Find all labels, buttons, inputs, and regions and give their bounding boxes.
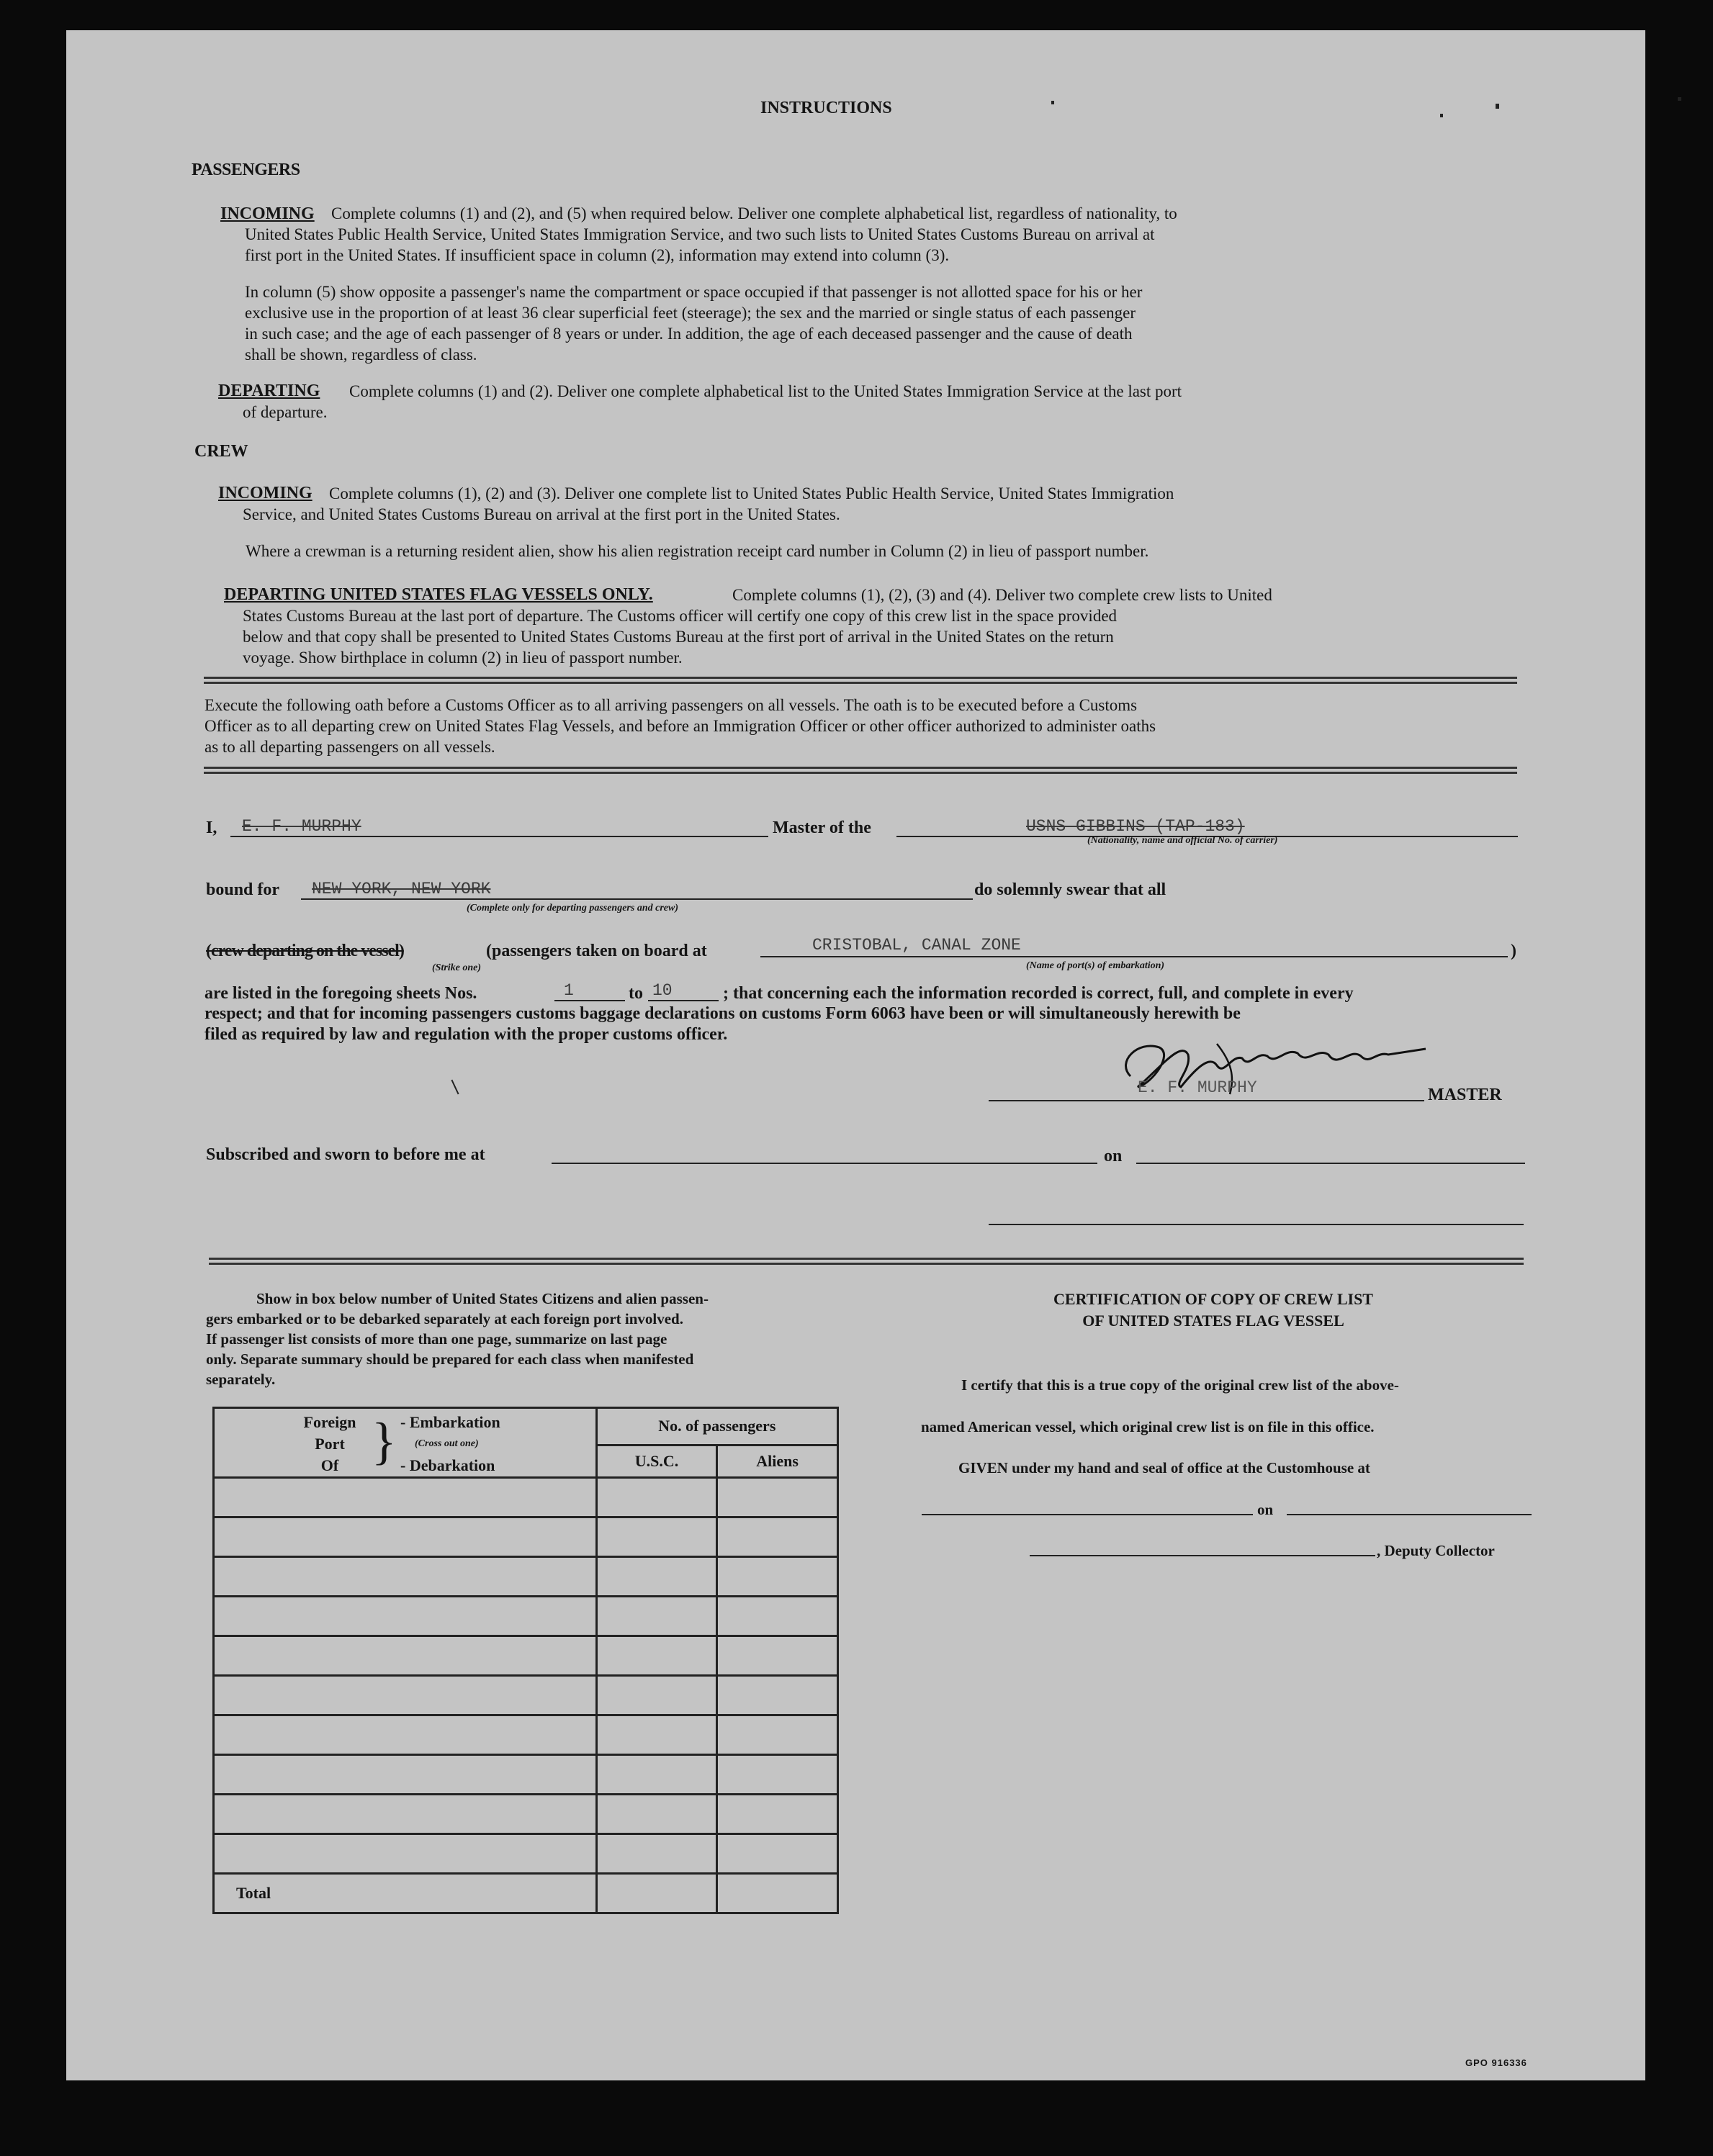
usc-header: U.S.C. (596, 1445, 717, 1477)
bound-caption: (Complete only for departing passengers and crew) (467, 903, 678, 914)
usc-cell[interactable] (596, 1636, 717, 1676)
header-foreign: Foreign (303, 1413, 356, 1431)
usc-cell[interactable] (596, 1715, 717, 1755)
summary-instructions: Show in box below number of United States Citizens and alien passen- gers embarked or to be debarked separately at each foreign port involved. If passenger list consists of more than one page, summarize on last page only. Separate summary should be prepared for each class when manifested separately. (206, 1290, 709, 1388)
aliens-cell[interactable] (717, 1715, 838, 1755)
aliens-cell[interactable] (717, 1755, 838, 1795)
passengers-departing-label: DEPARTING (218, 382, 320, 400)
usc-cell[interactable] (596, 1834, 717, 1874)
aliens-header: Aliens (717, 1445, 838, 1477)
subscribed-label: Subscribed and sworn to before me at (206, 1145, 485, 1164)
bound-for-label: bound for (206, 880, 280, 899)
crew-heading: CREW (194, 442, 248, 461)
separator-3 (209, 1258, 1524, 1265)
oath-continuation: respect; and that for incoming passengers customs baggage declarations on customs Form 6063 have been or will simultaneously herewith be filed as required by law and regulation with the proper customs officer. (204, 1004, 1241, 1044)
oath-i-label: I, (206, 818, 217, 837)
strike-caption: (Strike one) (432, 962, 482, 973)
aliens-cell[interactable] (717, 1597, 838, 1636)
oath-instructions: Execute the following oath before a Customs Officer as to all arriving passengers on all vessels. The oath is to be executed before a Customs Officer as to all departing crew on United States Flag Vessels, and before an Immigration Officer or other officer authorized to administer oaths as to all departing passengers on all vessels. (204, 696, 1156, 756)
certification-title-2: OF UNITED STATES FLAG VESSEL (1082, 1312, 1344, 1330)
aliens-cell[interactable] (717, 1478, 838, 1517)
summary-header-row-1 (214, 1408, 838, 1445)
sheets-to-label: to (629, 984, 643, 1003)
summary-row (214, 1557, 838, 1597)
subscribed-at-line (552, 1163, 1097, 1164)
no-passengers-header: No. of passengers (596, 1408, 837, 1445)
passengers-option: (passengers taken on board at (486, 942, 707, 960)
summary-total-row (214, 1874, 838, 1913)
aliens-cell[interactable] (717, 1557, 838, 1597)
sheet-to-field: 10 (652, 981, 673, 1000)
embarkation-port-field: CRISTOBAL, CANAL ZONE (812, 936, 1021, 955)
vessel-caption: (Nationality, name and official No. of carrier) (1087, 835, 1278, 846)
passengers-incoming-label: INCOMING (220, 204, 315, 223)
master-name-field: E. F. MURPHY (242, 817, 361, 836)
deputy-collector-label: , Deputy Collector (1377, 1542, 1495, 1559)
crew-incoming-label: INCOMING (218, 484, 313, 502)
master-name-line (230, 836, 768, 837)
bound-for-line (301, 898, 973, 900)
usc-cell[interactable] (596, 1597, 717, 1636)
certification-date-line (1287, 1514, 1532, 1515)
port-cell[interactable] (214, 1834, 597, 1874)
total-label: Total (214, 1874, 597, 1913)
port-cell[interactable] (214, 1557, 597, 1597)
crew-resident-text: Where a crewman is a returning resident alien, show his alien registration receipt card number in Column (2) in lieu of passport number. (246, 542, 1149, 560)
vessel-field: USNS GIBBINS (TAP-183) (1026, 817, 1245, 836)
speck (1496, 104, 1499, 109)
usc-cell[interactable] (596, 1755, 717, 1795)
crew-departing-label: DEPARTING UNITED STATES FLAG VESSELS ONLY. (224, 585, 653, 604)
subscribed-extra-line (989, 1224, 1524, 1225)
summary-row (214, 1676, 838, 1715)
header-of: Of (320, 1456, 339, 1474)
usc-cell[interactable] (596, 1557, 717, 1597)
port-cell[interactable] (214, 1755, 597, 1795)
crew-incoming-text: Complete columns (1), (2) and (3). Deliver one complete list to United States Public Health Service, United States Immigration Service, and United States Customs Bureau on arrival at the first port in the United States. (243, 484, 1174, 523)
speck (1440, 114, 1443, 117)
passengers-heading: PASSENGERS (192, 161, 300, 179)
port-caption: (Name of port(s) of embarkation) (1026, 960, 1165, 971)
summary-row (214, 1715, 838, 1755)
summary-row (214, 1755, 838, 1795)
crew-departing-text: Complete columns (1), (2), (3) and (4). Deliver two complete crew lists to United States Customs Bureau at the last port of departure. The Customs officer will certify one copy of this crew list in the space provided below and that copy shall be presented to United States Customs Bureau at the first port of arrival in the United States on the return voyage. Show birthplace in column (2) in lieu of passport number. (243, 586, 1272, 667)
port-cell[interactable] (214, 1676, 597, 1715)
certification-title-1: CERTIFICATION OF COPY OF CREW LIST (1053, 1290, 1373, 1308)
usc-cell[interactable] (596, 1517, 717, 1557)
header-embarkation: - Embarkation (400, 1413, 500, 1431)
speck (1051, 101, 1054, 104)
certification-line-1: I certify that this is a true copy of the original crew list of the above- (961, 1376, 1399, 1394)
passengers-incoming-text: Complete columns (1) and (2), and (5) when required below. Deliver one complete alphabetical list, regardless of nationality, to United States Public Health Service, United States Immigration Service, and two such lists to United States Customs Bureau on arrival at first port in the United States. If insufficient space in column (2), information may extend into column (3). (245, 204, 1177, 264)
summary-row (214, 1478, 838, 1517)
usc-cell[interactable] (596, 1795, 717, 1834)
port-cell[interactable] (214, 1636, 597, 1676)
aliens-cell[interactable] (717, 1636, 838, 1676)
separator-2 (204, 767, 1517, 774)
summary-row (214, 1636, 838, 1676)
master-of-label: Master of the (773, 818, 871, 837)
total-usc-cell[interactable] (596, 1874, 717, 1913)
aliens-cell[interactable] (717, 1795, 838, 1834)
sheet-from-field: 1 (564, 981, 574, 1000)
foreign-port-header (214, 1408, 597, 1478)
port-cell[interactable] (214, 1795, 597, 1834)
swear-text: do solemnly swear that all (974, 880, 1166, 899)
aliens-cell[interactable] (717, 1676, 838, 1715)
deputy-signature-line (1030, 1555, 1375, 1556)
subscribed-on-label: on (1104, 1147, 1123, 1165)
speck (1678, 97, 1681, 101)
sheets-text-1: are listed in the foregoing sheets Nos. (204, 984, 477, 1003)
crew-option-struck: (crew departing on the vessel) (206, 942, 404, 960)
port-cell[interactable] (214, 1517, 597, 1557)
header-debarkation: - Debarkation (400, 1456, 495, 1474)
subscribed-on-line (1136, 1163, 1525, 1164)
port-cell[interactable] (214, 1715, 597, 1755)
customhouse-line (922, 1514, 1253, 1515)
summary-row (214, 1517, 838, 1557)
certification-line-2: named American vessel, which original crew list is on file in this office. (921, 1418, 1375, 1435)
sheet-from-line (554, 1000, 625, 1001)
column5-text: In column (5) show opposite a passenger's name the compartment or space occupied if that passenger is not allotted space for his or her exclusive use in the proportion of at least 36 clear superficial feet (steerage); the sex and the married or single status of each passenger in such case; and the age of each passenger of 8 years or under. In addition, the age of each deceased passenger and the cause of death shall be shown, regardless of class. (245, 283, 1143, 364)
summary-row (214, 1597, 838, 1636)
certification-on-label: on (1257, 1501, 1274, 1518)
aliens-cell[interactable] (717, 1517, 838, 1557)
sheet-to-line (648, 1000, 719, 1001)
bound-for-field: NEW YORK, NEW YORK (312, 880, 491, 898)
embarkation-line (760, 956, 1508, 957)
usc-cell[interactable] (596, 1478, 717, 1517)
passengers-departing-text: Complete columns (1) and (2). Deliver one complete alphabetical list to the United States Immigration Service at the last port of departure. (243, 382, 1182, 421)
aliens-cell[interactable] (717, 1834, 838, 1874)
passenger-summary-table (212, 1407, 839, 1914)
summary-row (214, 1795, 838, 1834)
summary-row (214, 1834, 838, 1874)
header-cross-out: (Cross out one) (415, 1438, 479, 1449)
brace-glyph: } (372, 1412, 397, 1470)
certification-line-3: GIVEN under my hand and seal of office at the Customhouse at (958, 1459, 1370, 1476)
master-label: MASTER (1428, 1086, 1502, 1104)
gpo-footer: GPO 916336 (1465, 2057, 1527, 2068)
port-cell[interactable] (214, 1597, 597, 1636)
signature-line (989, 1100, 1424, 1101)
separator-1 (204, 677, 1517, 684)
sheets-text-2: ; that concerning each the information recorded is correct, full, and complete in every (723, 984, 1354, 1003)
instructions-title: INSTRUCTIONS (760, 99, 892, 117)
port-cell[interactable] (214, 1478, 597, 1517)
signature-typed-name: E. F. MURPHY (1138, 1078, 1257, 1097)
close-paren: ) (1511, 942, 1516, 960)
total-aliens-cell[interactable] (717, 1874, 838, 1913)
usc-cell[interactable] (596, 1676, 717, 1715)
header-port: Port (315, 1435, 345, 1453)
